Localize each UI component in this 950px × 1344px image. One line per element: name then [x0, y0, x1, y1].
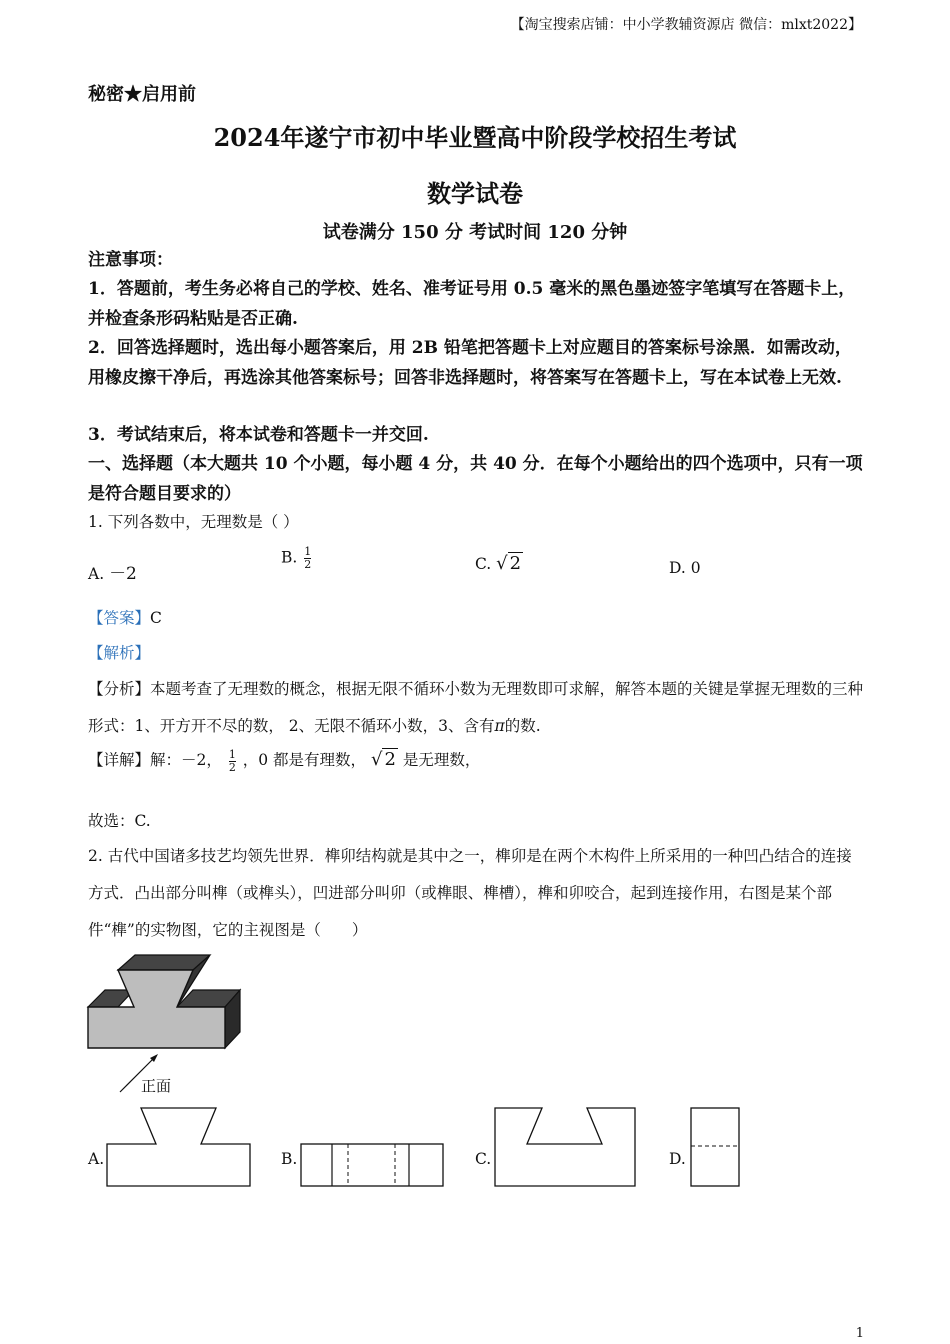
secret-label: 秘密★启用前	[88, 84, 196, 105]
page-number: 1	[855, 1326, 864, 1341]
q1-option-c: C. √ 2	[475, 553, 522, 574]
q2-option-c-label: C.	[475, 1150, 492, 1168]
q2-stem: 2. 古代中国诸多技艺均领先世界．榫卯结构就是其中之一，榫卯是在两个木构件上所采用的一种凹凸结合的连接方式．凸出部分叫榫（或榫头），凹进部分叫卯（或榫眼、榫槽），榫和卯咬合，起到连接作用，右图是某个部件“榫”的实物图，它的主视图是（ ）	[88, 847, 852, 939]
q1-detail: 【详解】解：－2， $\frac{1}{2}$ ，0 都是有理数， √ 2 是无理数，	[88, 747, 481, 774]
q1-choose: 故选：C.	[88, 812, 151, 830]
exam-subtitle: 数学试卷	[427, 179, 523, 208]
section-heading: 一、选择题（本大题共 10 个小题，每小题 4 分，共 40 分．在每个小题给出的四个选项中，只有一项是符合题目要求的）	[88, 454, 863, 504]
q1-option-a: A. －2	[88, 564, 137, 584]
q1-option-d: D. 0	[669, 559, 701, 577]
notice-item-3: 3．考试结束后，将本试卷和答题卡一并交回.	[88, 425, 429, 445]
notice-title: 注意事项：	[88, 250, 173, 270]
q2-option-d-view	[689, 1106, 743, 1190]
q1-option-b: B. $\frac{1}{2}$	[281, 545, 312, 571]
q2-option-c-view	[493, 1106, 641, 1190]
notice-item-1: 1．答题前，考生务必将自己的学校、姓名、准考证号用 0.5 毫米的黑色墨迹签字笔填写在答题卡上，并检查条形码粘贴是否正确.	[88, 279, 856, 329]
exam-info: 试卷满分 150 分 考试时间 120 分钟	[322, 222, 628, 243]
q1-fenxi: 【分析】本题考查了无理数的概念，根据无限不循环小数为无理数即可求解，解答本题的关键是掌握无理数的三种形式：1、开方开不尽的数， 2、无限不循环小数，3、含有π的数.	[88, 680, 864, 735]
q2-option-b-label: B.	[281, 1150, 298, 1168]
q1-stem: 1. 下列各数中，无理数是（ ）	[88, 513, 299, 531]
q2-option-d-label: D.	[669, 1150, 686, 1168]
front-label: 正面	[141, 1077, 172, 1095]
q1-answer: 【答案】C	[88, 609, 162, 627]
q1-analysis-label: 【解析】	[88, 644, 151, 662]
q2-option-b-view	[299, 1142, 447, 1190]
q2-option-a-label: A.	[88, 1150, 105, 1168]
page-header: 【淘宝搜索店铺：中小学教辅资源店 微信：mlxt2022】	[510, 17, 862, 33]
exam-title: 2024年遂宁市初中毕业暨高中阶段学校招生考试	[213, 123, 737, 152]
q2-option-a-view	[104, 1106, 254, 1190]
notice-item-2: 2．回答选择题时，选出每小题答案后，用 2B 铅笔把答题卡上对应题目的答案标号涂黑．如需改动，用橡皮擦干净后，再选涂其他答案标号；回答非选择题时，将答案写在答题卡上，写在本试卷上无效.	[88, 338, 852, 388]
